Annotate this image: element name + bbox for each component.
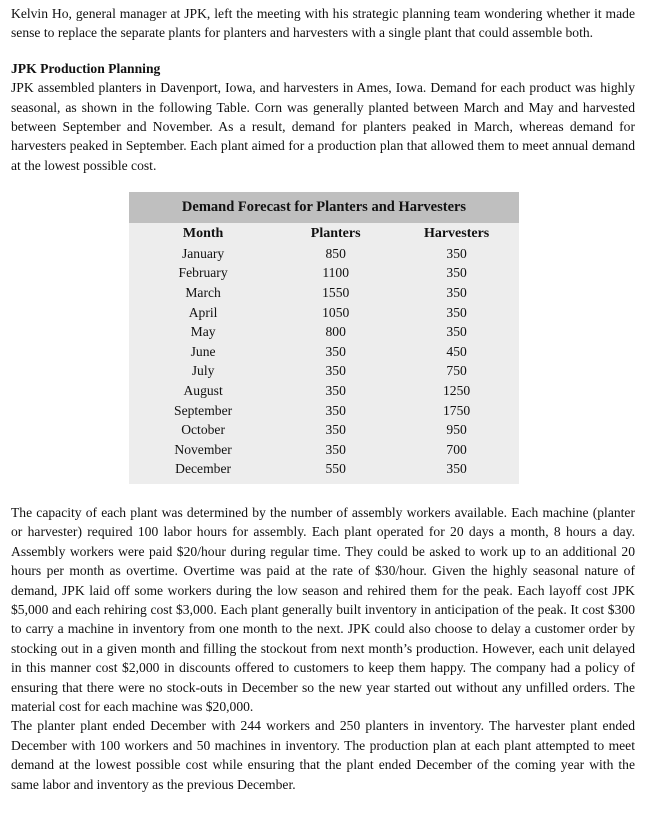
section-heading: JPK Production Planning (11, 60, 161, 76)
table-row (129, 381, 519, 401)
planters-cell: 350 (325, 363, 346, 379)
month-cell: October (181, 422, 225, 438)
header-month: Month (182, 226, 224, 242)
planters-cell: 350 (325, 343, 346, 359)
harvesters-cell: 350 (446, 461, 467, 477)
planters-cell: 850 (325, 245, 346, 261)
table-row (129, 401, 519, 421)
table-header-row (129, 224, 519, 244)
forecast-table (129, 224, 519, 484)
planters-cell: 550 (325, 461, 346, 477)
month-cell: May (190, 324, 216, 340)
planters-cell: 1050 (322, 304, 350, 320)
harvesters-cell: 450 (446, 343, 467, 359)
month-cell: July (191, 363, 215, 379)
planters-cell: 350 (325, 402, 346, 418)
month-cell: January (181, 245, 225, 261)
capacity-paragraph: The capacity of each plant was determined by the number of assembly workers available. Each machine (planter or harvester) required 100 labor hours for assembly. Each plant operated for 20 days a month, 8 hours a day. Assembly workers were paid $20/hour during regular time. They could be asked to work up to an additional 20 hours per month as overtime. Overtime was paid at the rate of $30/hour. Given the highly seasonal nature of demand, JPK laid off some workers during the low season and rehired them for the peak. Each layoff cost JPK $5,000 and each rehiring cost $3,000. Each plant generally built inventory in anticipation of the peak. It cost $300 to carry a machine in inventory from one month to the next. JPK could also choose to delay a customer order by stocking out in a given month and filling the stockout from next month’s production. However, each unit delayed in this manner cost $2,000 in discounts offered to customers to keep them happy. The company had a policy of ensuring that there were no stock-outs in December so the new year started out without any unfilled orders. The material cost for each machine was $20,000. (11, 504, 635, 715)
header-planters: Planters (310, 226, 361, 242)
harvesters-cell: 350 (446, 285, 467, 301)
harvesters-cell: 1750 (443, 402, 471, 418)
table-row (129, 420, 519, 440)
month-cell: August (183, 383, 223, 398)
table-row (129, 361, 519, 381)
harvesters-cell: 750 (446, 363, 467, 379)
planters-cell: 1100 (322, 265, 350, 281)
planters-cell: 350 (325, 383, 346, 398)
month-cell: April (188, 304, 218, 320)
harvesters-cell: 350 (446, 245, 467, 261)
table-row (129, 283, 519, 303)
table-row (129, 322, 519, 342)
table-title: Demand Forecast for Planters and Harvesters (129, 192, 519, 223)
table-row (129, 459, 519, 484)
demand-forecast-table (129, 192, 519, 484)
table-row (129, 263, 519, 283)
month-cell: November (174, 441, 232, 457)
planters-cell: 800 (325, 324, 346, 340)
month-cell: June (190, 343, 216, 359)
table-row (129, 244, 519, 264)
table-row (129, 342, 519, 362)
table-row (129, 303, 519, 323)
month-cell: February (178, 265, 228, 281)
harvesters-cell: 350 (446, 265, 467, 281)
section-paragraph: JPK assembled planters in Davenport, Iowa, and harvesters in Ames, Iowa. Demand for each product was highly seasonal, as shown in the following Table. Corn was generally planted between March and May and harvested between September and November. As a result, demand for planters peaked in March, whereas demand for harvesters peaked in September. Each plant aimed for a production plan that allowed them to meet annual demand at the lowest possible cost. (11, 80, 635, 173)
table-row (129, 440, 519, 460)
planters-cell: 350 (325, 422, 346, 438)
month-cell: September (174, 402, 233, 418)
document-page (11, 4, 635, 794)
closing-paragraph: The planter plant ended December with 244 workers and 250 planters in inventory. The harvester plant ended December with 100 workers and 50 machines in inventory. The production plan at each plant attempted to meet demand at the lowest possible cost while ensuring that the plant ended December of the coming year with the same labor and inventory as the previous December. (11, 718, 635, 792)
month-cell: March (185, 285, 221, 301)
harvesters-cell: 700 (446, 441, 467, 457)
planters-cell: 1550 (322, 285, 350, 301)
harvesters-cell: 1250 (443, 383, 471, 398)
header-harvesters: Harvesters (423, 226, 490, 242)
harvesters-cell: 350 (446, 304, 467, 320)
intro-paragraph: Kelvin Ho, general manager at JPK, left the meeting with his strategic planning team wondering whether it made sense to replace the separate plants for planters and harvesters with a single plant that could assemble both. (11, 6, 635, 41)
planters-cell: 350 (325, 441, 346, 457)
month-cell: December (175, 461, 232, 477)
harvesters-cell: 950 (446, 422, 467, 438)
harvesters-cell: 350 (446, 324, 467, 340)
